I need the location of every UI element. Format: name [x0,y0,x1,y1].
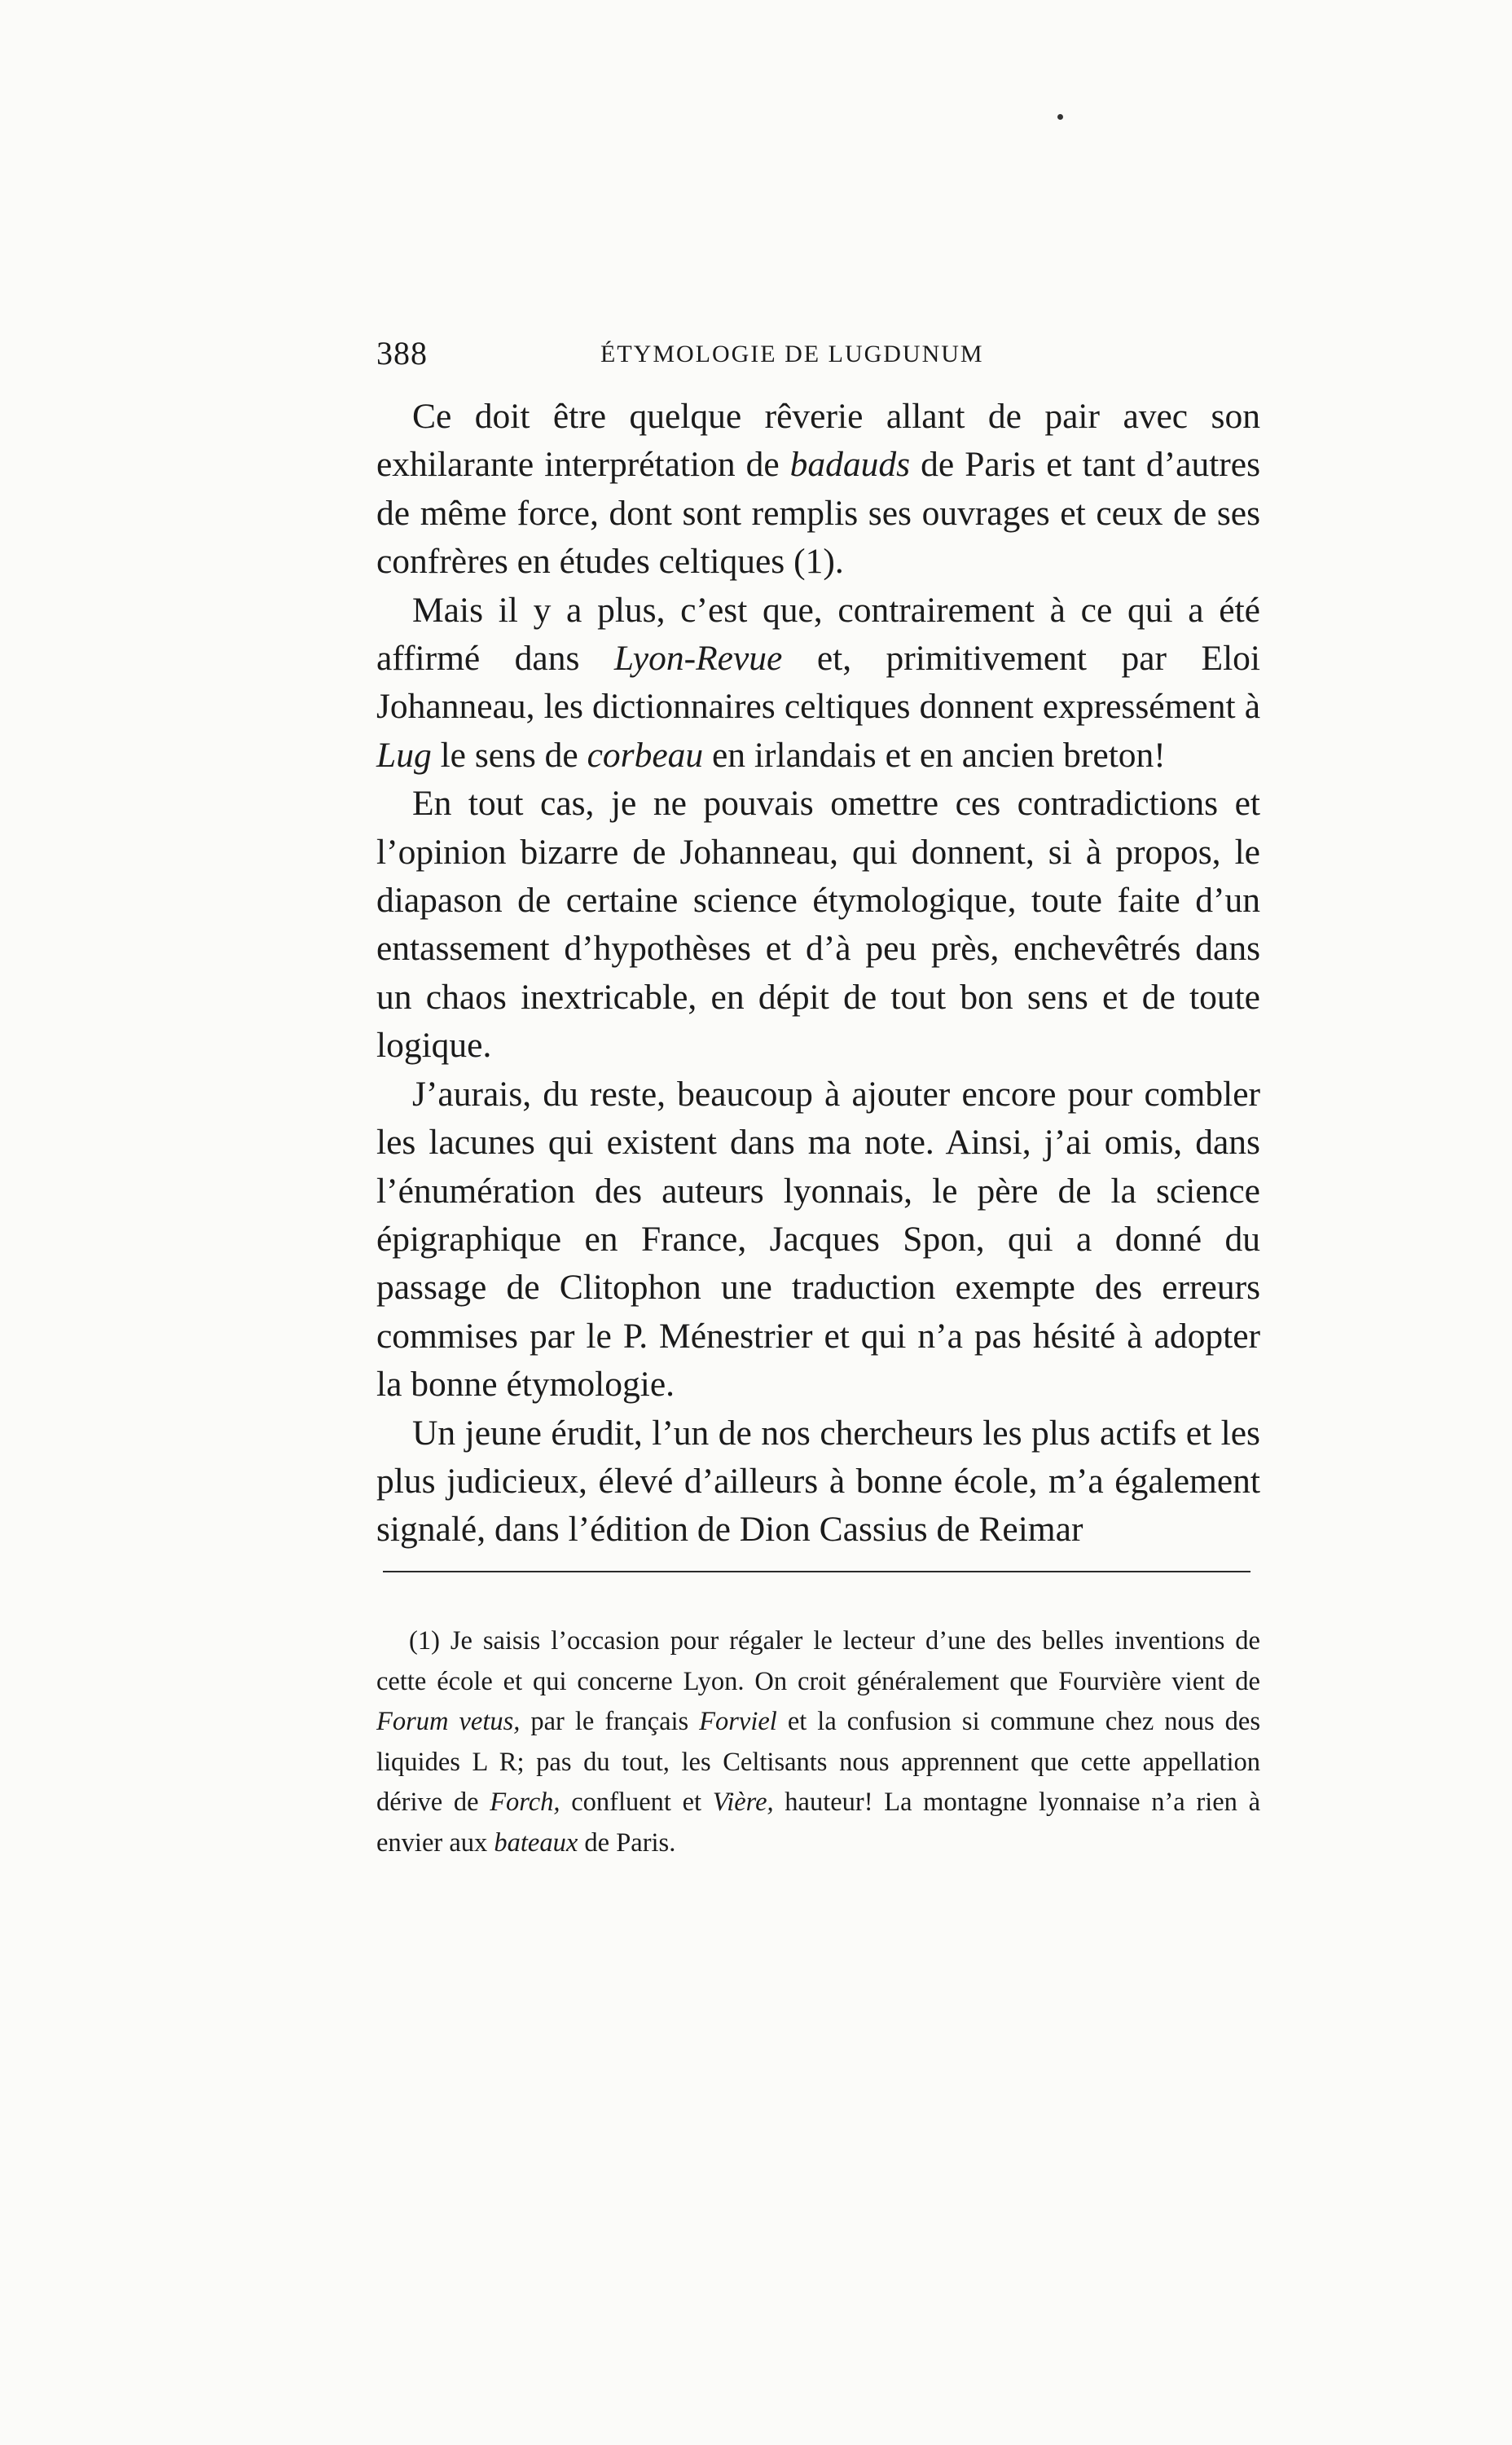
body-text [376,393,1260,1555]
footnote-italic-forviel: Forviel [699,1707,777,1736]
paragraph-1-text: Ce doit être quelque rêverie allant de pair avec son exhilarante interprétation de [376,397,1260,485]
footnote-italic-viere: Vière, [712,1788,774,1817]
italic-lyon-revue: Lyon-Revue [613,639,783,679]
footnote-text-4: confluent et [560,1788,713,1817]
footnote-italic-bateaux: bateaux [494,1827,578,1858]
paragraph-1 [376,393,1260,587]
footnote-text-3: et la confusion si commune chez nous des liquides L R; pas du tout, les Celtisants nous apprennent que cette appellation dérive de [376,1707,1260,1817]
footnote [376,1621,1260,1863]
ink-speck [1057,114,1063,120]
italic-badauds: badauds [789,445,911,485]
running-title: ÉTYMOLOGIE DE LUGDUNUM [600,341,984,367]
paragraph-5: Un jeune érudit, l’un de nos chercheurs les plus actifs et les plus judicieux, élevé d’ailleurs à bonne école, m’a également signalé, dans l’édition de Dion Cassius de Reimar [376,1413,1260,1550]
page-header [376,334,1260,383]
paragraph-1-text-2: de Paris et tant d’autres de même force, dont sont remplis ses ouvrages et ceux de ses confrères en études celtiques (1). [376,445,1260,582]
footnote-text-6: de Paris. [578,1827,676,1858]
footnote-italic-forch: Forch, [490,1788,560,1817]
footnote-italic-forum-vetus: Forum vetus, [376,1707,521,1736]
paragraph-2 [376,587,1260,781]
italic-lug: Lug [376,735,432,775]
paragraph-2-text-4: en irlandais et en ancien breton! [703,735,1166,775]
footnote-rule [383,1571,1250,1572]
footnote-text-1: (1) Je saisis l’occasion pour régaler le lecteur d’une des belles inventions de cette école et qui concerne Lyon. On croit généralement que Fourvière vient de [376,1626,1260,1696]
footnote-text-2: par le français [520,1707,700,1736]
paragraph-2-text: Mais il y a plus, c’est que, contrairement à ce qui a été affirmé dans [376,590,1260,679]
footnote-text-5: hauteur! La montagne lyonnaise n’a rien à envier aux [376,1788,1260,1858]
page-number: 388 [376,335,428,372]
paragraph-4: J’aurais, du reste, beaucoup à ajouter encore pour combler les lacunes qui existent dans ma note. Ainsi, j’ai omis, dans l’énumération des auteurs lyonnais, le père de la science épigraphique en France, Jacques Spon, qui a donné du passage de Clitophon une traduction exempte des erreurs commises par le P. Ménestrier et qui n’a pas hésité à adopter la bonne étymologie. [376,1074,1260,1405]
italic-corbeau: corbeau [587,735,704,775]
paragraph-2-text-3: le sens de [431,735,587,775]
paragraph-3: En tout cas, je ne pouvais omettre ces contradictions et l’opinion bizarre de Johanneau, qui donnent, si à propos, le diapason de certaine science étymologique, toute faite d’un entassement d’hypothèses et d’à peu près, enchevêtrés dans un chaos inextricable, en dépit de tout bon sens et de toute logique. [376,784,1260,1066]
paragraph-2-text-2: et, primitivement par Eloi Johanneau, les dictionnaires celtiques donnent expressément à [376,639,1260,727]
